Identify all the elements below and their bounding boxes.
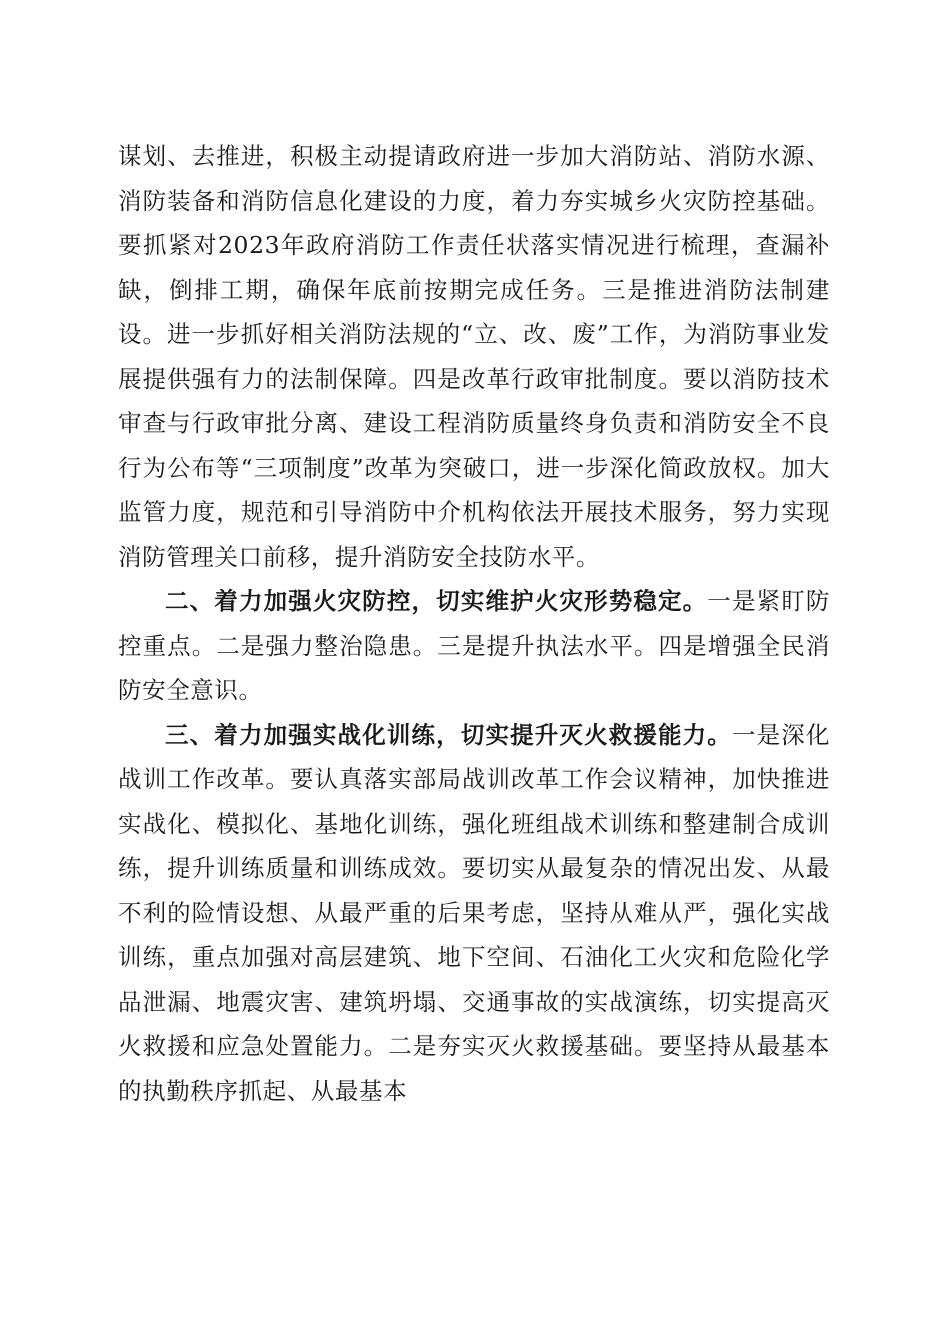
document-page	[118, 134, 830, 1113]
section-3-paragraph	[118, 713, 830, 1114]
section-2-heading: 二、着力加强火灾防控，切实维护火灾形势稳定。	[165, 587, 708, 615]
section-3-body: 一是深化战训工作改革。要认真落实部局战训改革工作会议精神，加快推进实战化、模拟化、基地化训练，强化班组战术训练和整建制合成训练，提升训练质量和训练成效。要切实从最复杂的情况出发、从最不利的险情设想、从最严重的后果考虑，坚持从难从严，强化实战训练，重点加强对高层建筑、地下空间、石油化工火灾和危险化学品泄漏、地震灾害、建筑坍塌、交通事故的实战演练，切实提高灭火救援和应急处置能力。二是夯实灭火救援基础。要坚持从最基本的执勤秩序抓起、从最基本	[118, 720, 830, 1105]
section-3-heading: 三、着力加强实战化训练，切实提升灭火救援能力。	[165, 720, 732, 749]
section-2-paragraph	[118, 579, 830, 713]
paragraph-1: 谋划、去推进，积极主动提请政府进一步加大消防站、消防水源、消防装备和消防信息化建设的力度，着力夯实城乡火灾防控基础。要抓紧对2023年政府消防工作责任状落实情况进行梳理，查漏补缺，倒排工期，确保年底前按期完成任务。三是推进消防法制建设。进一步抓好相关消防法规的“立、改、废”工作，为消防事业发展提供强有力的法制保障。四是改革行政审批制度。要以消防技术审查与行政审批分离、建设工程消防质量终身负责和消防安全不良行为公布等“三项制度”改革为突破口，进一步深化简政放权。加大监管力度，规范和引导消防中介机构依法开展技术服务，努力实现消防管理关口前移，提升消防安全技防水平。	[118, 142, 830, 571]
section-2-body: 一是紧盯防控重点。二是强力整治隐患。三是提升执法水平。四是增强全民消防安全意识。	[118, 587, 830, 704]
